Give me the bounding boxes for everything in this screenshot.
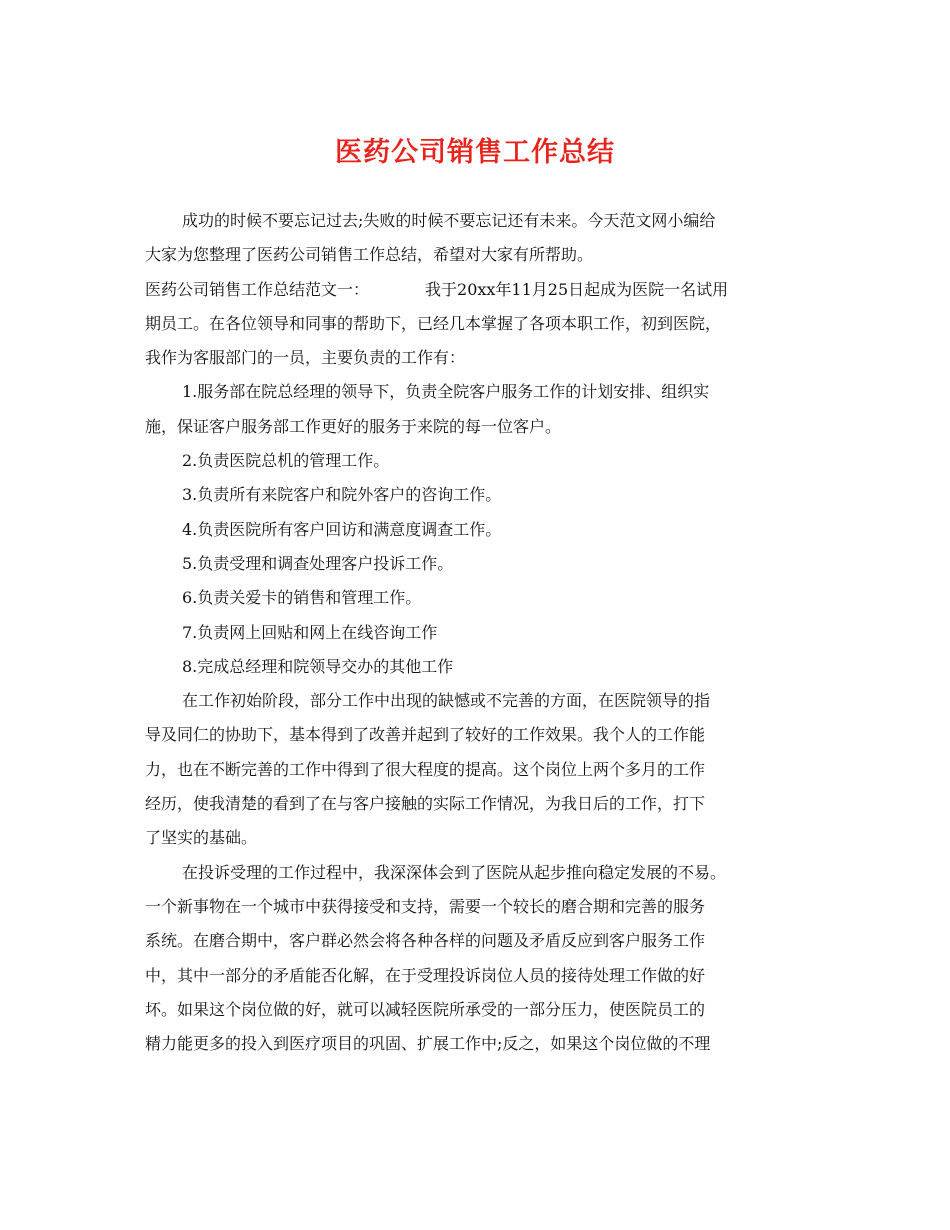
paragraph-line: 坏。如果这个岗位做的好，就可以减轻医院所承受的一部分压力，使医院员工的 [145, 999, 706, 1019]
paragraph-line: 在投诉受理的工作过程中，我深深体会到了医院从起步推向稳定发展的不易。 [182, 862, 727, 882]
paragraph-line: 系统。在磨合期中，客户群必然会将各种各样的问题及矛盾反应到客户服务工作 [145, 931, 706, 951]
list-item: 3.负责所有来院客户和院外客户的咨询工作。 [182, 485, 502, 505]
list-item: 4.负责医院所有客户回访和满意度调查工作。 [182, 519, 502, 539]
list-item: 8.完成总经理和院领导交办的其他工作 [182, 656, 454, 676]
section-heading: 医药公司销售工作总结范文一： [145, 279, 370, 299]
list-item: 6.负责关爱卡的销售和管理工作。 [182, 588, 422, 608]
document-title: 医药公司销售工作总结 [335, 137, 615, 168]
list-item: 5.负责受理和调查处理客户投诉工作。 [182, 553, 454, 573]
paragraph-line: 成功的时候不要忘记过去;失败的时候不要忘记还有未来。今天范文网小编给 [182, 211, 716, 230]
list-item: 7.负责网上回贴和网上在线咨询工作 [182, 622, 438, 642]
paragraph-line: 在工作初始阶段，部分工作中出现的缺憾或不完善的方面，在医院领导的指 [182, 691, 711, 711]
paragraph-line: 导及同仁的协助下，基本得到了改善并起到了较好的工作效果。我个人的工作能 [145, 725, 706, 745]
paragraph-line: 我作为客服部门的一员，主要负责的工作有： [145, 348, 466, 368]
document-body [145, 204, 810, 1061]
list-item: 2.负责医院总机的管理工作。 [182, 451, 390, 471]
paragraph-line: 了坚实的基础。 [145, 828, 258, 848]
paragraph-line: 一个新事物在一个城市中获得接受和支持，需要一个较长的磨合期和完善的服务 [145, 896, 706, 916]
list-item-continuation: 施，保证客户服务部工作更好的服务于来院的每一位客户。 [145, 416, 562, 436]
paragraph-line: 经历，使我清楚的看到了在与客户接触的实际工作情况，为我日后的工作，打下 [145, 794, 706, 814]
list-item: 1.服务部在院总经理的领导下，负责全院客户服务工作的计划安排、组织实 [182, 382, 710, 402]
paragraph-line: 精力能更多的投入到医疗项目的巩固、扩展工作中;反之，如果这个岗位做的不理 [145, 1034, 711, 1054]
paragraph-line: 大家为您整理了医药公司销售工作总结，希望对大家有所帮助。 [145, 245, 594, 265]
paragraph-line [145, 273, 810, 307]
paragraph-line: 期员工。在各位领导和同事的帮助下，已经几本掌握了各项本职工作，初到医院， [145, 313, 722, 333]
paragraph-line: 中，其中一部分的矛盾能否化解，在于受理投诉岗位人员的接待处理工作做的好 [145, 965, 706, 985]
paragraph-text: 我于20xx年11月25日起成为医院一名试用 [425, 279, 729, 299]
paragraph-line: 力，也在不断完善的工作中得到了很大程度的提高。这个岗位上两个多月的工作 [145, 759, 706, 779]
